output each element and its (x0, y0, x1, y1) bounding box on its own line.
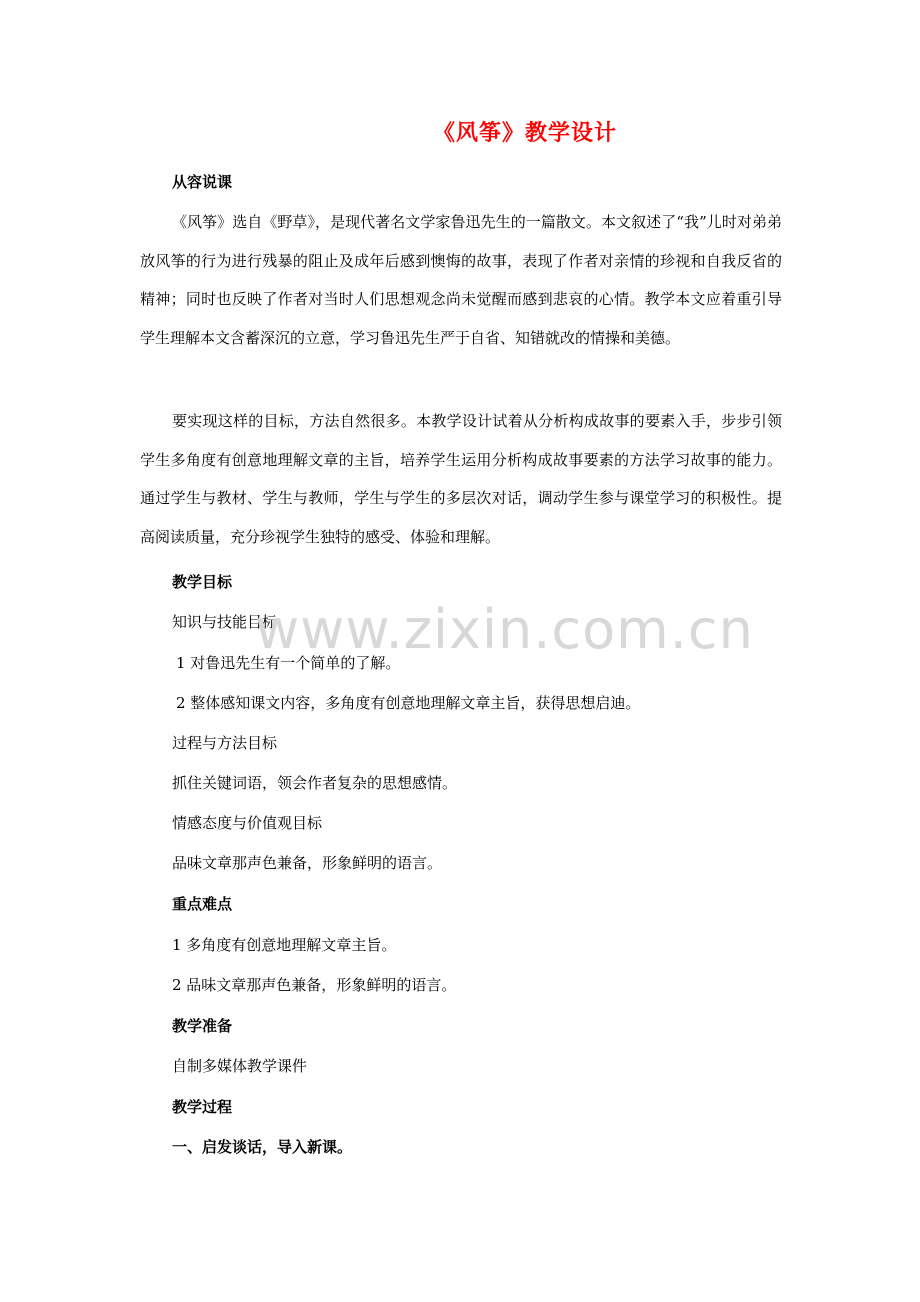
key-points-heading: 重点难点 (172, 895, 233, 913)
key-point-2: 2 品味文章那声色兼备，形象鲜明的语言。 (172, 976, 457, 994)
preparation-item-1: 自制多媒体教学课件 (172, 1057, 308, 1075)
intro-heading: 从容说课 (172, 173, 233, 191)
intro-paragraph-2: 要实现这样的目标，方法自然很多。本教学设计试着从分析构成故事的要素入手，步步引领学生多角度有创意地理解文章的主旨，培养学生运用分析构成故事要素的方法学习故事的能力。通过学生与教材、学生与教师，学生与学生的多层次对话，调动学生参与课堂学习的积极性。提高阅读质量，充分珍视学生独特的感受、体验和理解。 (140, 412, 782, 546)
goals-heading: 教学目标 (172, 573, 233, 591)
goal-emotion-label: 情感态度与价值观目标 (172, 814, 323, 832)
goal-knowledge-item-1: 1 对鲁迅先生有一个简单的了解。 (176, 654, 401, 672)
intro-paragraph-1: 《风筝》选自《野草》，是现代著名文学家鲁迅先生的一篇散文。本文叙述了“我”儿时对弟弟放风筝的行为进行残暴的阻止及成年后感到懊悔的故事，表现了作者对亲情的珍视和自我反省的精神；同时也反映了作者对当时人们思想观念尚未觉醒而感到悲哀的心情。教学本文应着重引导学生理解本文含蓄深沉的立意，学习鲁迅先生严于自省、知错就改的情操和美德。 (140, 213, 782, 347)
process-step-1: 一、启发谈话，导入新课。 (172, 1138, 353, 1156)
process-heading: 教学过程 (172, 1098, 233, 1116)
goal-process-item-1: 抓住关键词语，领会作者复杂的思想感情。 (172, 774, 458, 792)
goal-knowledge-item-2: 2 整体感知课文内容，多角度有创意地理解文章主旨，获得思想启迪。 (176, 694, 641, 712)
goal-knowledge-label: 知识与技能目标 (172, 613, 278, 631)
goal-emotion-item-1: 品味文章那声色兼备，形象鲜明的语言。 (172, 854, 443, 872)
key-point-1: 1 多角度有创意地理解文章主旨。 (172, 936, 397, 954)
document-title: 《风筝》教学设计 (432, 121, 617, 146)
watermark: www.zixin.com.cn (255, 598, 754, 661)
preparation-heading: 教学准备 (172, 1017, 233, 1035)
goal-process-label: 过程与方法目标 (172, 734, 278, 752)
